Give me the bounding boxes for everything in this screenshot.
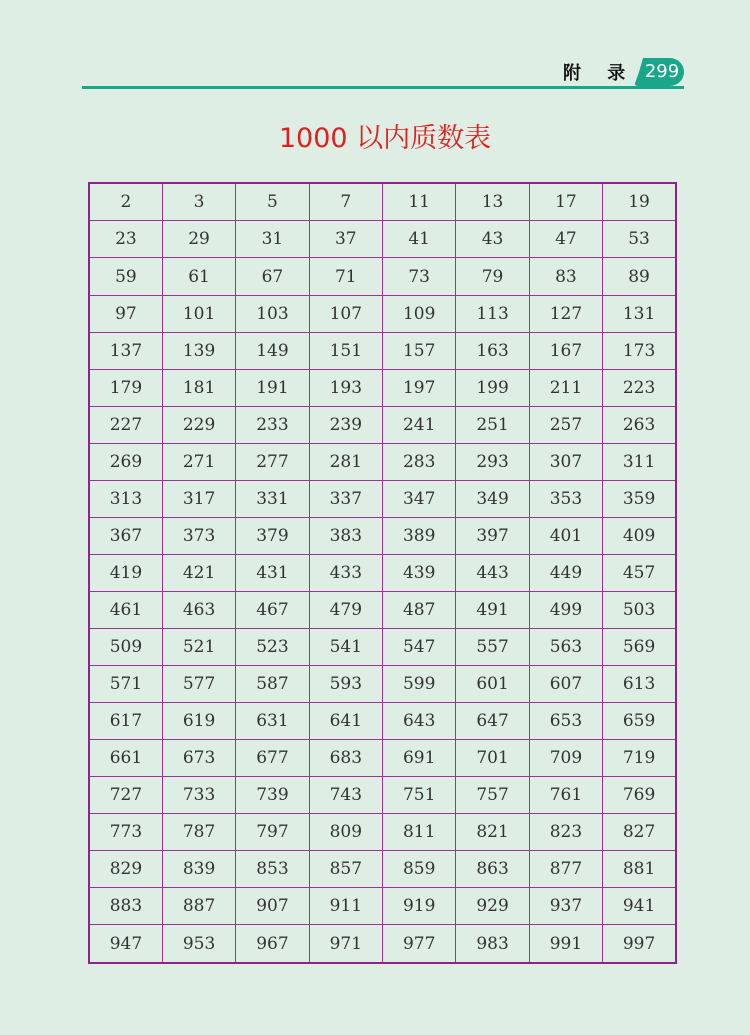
table-cell: 11 [383, 183, 456, 221]
table-cell: 131 [603, 295, 676, 332]
table-cell: 107 [309, 295, 382, 332]
table-cell: 887 [162, 888, 235, 925]
table-cell: 401 [529, 517, 602, 554]
table-row [89, 740, 676, 777]
table-cell: 883 [89, 888, 162, 925]
header-rule [82, 86, 684, 89]
table-cell: 863 [456, 851, 529, 888]
table-cell: 461 [89, 591, 162, 628]
table-cell: 953 [162, 925, 235, 963]
table-cell: 857 [309, 851, 382, 888]
table-cell: 367 [89, 517, 162, 554]
table-cell: 991 [529, 925, 602, 963]
table-cell: 263 [603, 406, 676, 443]
table-cell: 139 [162, 332, 235, 369]
table-cell: 587 [236, 666, 309, 703]
table-cell: 443 [456, 554, 529, 591]
table-cell: 613 [603, 666, 676, 703]
table-cell: 811 [383, 814, 456, 851]
table-cell: 113 [456, 295, 529, 332]
table-cell: 2 [89, 183, 162, 221]
table-cell: 317 [162, 480, 235, 517]
table-cell: 137 [89, 332, 162, 369]
table-cell: 373 [162, 517, 235, 554]
table-cell: 941 [603, 888, 676, 925]
table-cell: 487 [383, 591, 456, 628]
table-cell: 463 [162, 591, 235, 628]
table-cell: 383 [309, 517, 382, 554]
table-cell: 271 [162, 443, 235, 480]
table-cell: 827 [603, 814, 676, 851]
table-cell: 43 [456, 221, 529, 258]
table-cell: 179 [89, 369, 162, 406]
table-cell: 677 [236, 740, 309, 777]
table-cell: 821 [456, 814, 529, 851]
prime-table-body [89, 183, 676, 963]
page-title: 1000 以内质数表 [278, 123, 492, 154]
table-cell: 701 [456, 740, 529, 777]
table-cell: 7 [309, 183, 382, 221]
table-cell: 307 [529, 443, 602, 480]
table-cell: 499 [529, 591, 602, 628]
table-cell: 971 [309, 925, 382, 963]
table-cell: 881 [603, 851, 676, 888]
table-cell: 659 [603, 703, 676, 740]
table-cell: 937 [529, 888, 602, 925]
table-cell: 97 [89, 295, 162, 332]
table-cell: 733 [162, 777, 235, 814]
table-cell: 13 [456, 183, 529, 221]
table-cell: 181 [162, 369, 235, 406]
table-cell: 269 [89, 443, 162, 480]
table-row [89, 703, 676, 740]
table-row [89, 332, 676, 369]
table-cell: 389 [383, 517, 456, 554]
table-cell: 157 [383, 332, 456, 369]
table-cell: 919 [383, 888, 456, 925]
table-row [89, 295, 676, 332]
table-cell: 569 [603, 628, 676, 665]
table-cell: 283 [383, 443, 456, 480]
table-cell: 607 [529, 666, 602, 703]
table-row [89, 666, 676, 703]
table-cell: 173 [603, 332, 676, 369]
table-cell: 673 [162, 740, 235, 777]
table-cell: 199 [456, 369, 529, 406]
table-cell: 61 [162, 258, 235, 295]
table-cell: 967 [236, 925, 309, 963]
table-row [89, 591, 676, 628]
table-cell: 331 [236, 480, 309, 517]
table-cell: 257 [529, 406, 602, 443]
table-cell: 37 [309, 221, 382, 258]
table-row [89, 221, 676, 258]
table-cell: 79 [456, 258, 529, 295]
table-cell: 773 [89, 814, 162, 851]
table-cell: 29 [162, 221, 235, 258]
table-cell: 251 [456, 406, 529, 443]
table-cell: 647 [456, 703, 529, 740]
section-label: 附 录 [563, 63, 636, 84]
table-cell: 47 [529, 221, 602, 258]
table-cell: 439 [383, 554, 456, 591]
page-number: 299 [644, 61, 680, 82]
table-cell: 751 [383, 777, 456, 814]
table-cell: 53 [603, 221, 676, 258]
table-cell: 419 [89, 554, 162, 591]
table-cell: 73 [383, 258, 456, 295]
table-cell: 313 [89, 480, 162, 517]
table-cell: 379 [236, 517, 309, 554]
table-cell: 617 [89, 703, 162, 740]
table-row [89, 183, 676, 221]
table-cell: 239 [309, 406, 382, 443]
table-cell: 691 [383, 740, 456, 777]
table-cell: 563 [529, 628, 602, 665]
table-cell: 433 [309, 554, 382, 591]
table-cell: 89 [603, 258, 676, 295]
table-cell: 571 [89, 666, 162, 703]
table-cell: 523 [236, 628, 309, 665]
table-cell: 809 [309, 814, 382, 851]
table-cell: 211 [529, 369, 602, 406]
table-cell: 23 [89, 221, 162, 258]
table-cell: 823 [529, 814, 602, 851]
table-cell: 19 [603, 183, 676, 221]
table-cell: 593 [309, 666, 382, 703]
table-cell: 601 [456, 666, 529, 703]
table-cell: 293 [456, 443, 529, 480]
table-cell: 5 [236, 183, 309, 221]
table-cell: 457 [603, 554, 676, 591]
table-cell: 227 [89, 406, 162, 443]
table-cell: 233 [236, 406, 309, 443]
table-cell: 241 [383, 406, 456, 443]
table-cell: 787 [162, 814, 235, 851]
table-cell: 877 [529, 851, 602, 888]
table-cell: 491 [456, 591, 529, 628]
table-cell: 997 [603, 925, 676, 963]
table-cell: 163 [456, 332, 529, 369]
table-cell: 359 [603, 480, 676, 517]
table-cell: 71 [309, 258, 382, 295]
table-cell: 197 [383, 369, 456, 406]
table-cell: 83 [529, 258, 602, 295]
table-cell: 479 [309, 591, 382, 628]
table-row [89, 851, 676, 888]
table-cell: 743 [309, 777, 382, 814]
table-cell: 397 [456, 517, 529, 554]
table-cell: 467 [236, 591, 309, 628]
table-cell: 223 [603, 369, 676, 406]
table-cell: 127 [529, 295, 602, 332]
table-cell: 449 [529, 554, 602, 591]
table-cell: 3 [162, 183, 235, 221]
table-cell: 643 [383, 703, 456, 740]
table-cell: 229 [162, 406, 235, 443]
table-cell: 191 [236, 369, 309, 406]
table-row [89, 406, 676, 443]
table-cell: 409 [603, 517, 676, 554]
table-cell: 907 [236, 888, 309, 925]
table-cell: 167 [529, 332, 602, 369]
table-cell: 727 [89, 777, 162, 814]
table-cell: 829 [89, 851, 162, 888]
table-cell: 619 [162, 703, 235, 740]
table-cell: 739 [236, 777, 309, 814]
table-cell: 853 [236, 851, 309, 888]
table-row [89, 258, 676, 295]
table-row [89, 628, 676, 665]
table-cell: 103 [236, 295, 309, 332]
table-cell: 947 [89, 925, 162, 963]
table-cell: 59 [89, 258, 162, 295]
table-cell: 641 [309, 703, 382, 740]
table-cell: 277 [236, 443, 309, 480]
table-cell: 281 [309, 443, 382, 480]
table-row [89, 369, 676, 406]
table-row [89, 888, 676, 925]
table-row [89, 517, 676, 554]
table-cell: 109 [383, 295, 456, 332]
table-cell: 421 [162, 554, 235, 591]
table-cell: 761 [529, 777, 602, 814]
table-cell: 17 [529, 183, 602, 221]
table-cell: 67 [236, 258, 309, 295]
table-cell: 911 [309, 888, 382, 925]
table-cell: 557 [456, 628, 529, 665]
table-cell: 709 [529, 740, 602, 777]
table-cell: 337 [309, 480, 382, 517]
table-cell: 101 [162, 295, 235, 332]
table-cell: 547 [383, 628, 456, 665]
table-cell: 631 [236, 703, 309, 740]
table-cell: 31 [236, 221, 309, 258]
table-cell: 599 [383, 666, 456, 703]
table-cell: 347 [383, 480, 456, 517]
table-cell: 757 [456, 777, 529, 814]
table-cell: 503 [603, 591, 676, 628]
table-row [89, 814, 676, 851]
table-cell: 661 [89, 740, 162, 777]
table-row [89, 925, 676, 963]
table-cell: 859 [383, 851, 456, 888]
table-cell: 311 [603, 443, 676, 480]
table-cell: 151 [309, 332, 382, 369]
table-cell: 653 [529, 703, 602, 740]
table-cell: 977 [383, 925, 456, 963]
table-row [89, 480, 676, 517]
table-row [89, 554, 676, 591]
table-row [89, 443, 676, 480]
table-row [89, 777, 676, 814]
table-cell: 797 [236, 814, 309, 851]
table-cell: 719 [603, 740, 676, 777]
table-cell: 149 [236, 332, 309, 369]
table-cell: 431 [236, 554, 309, 591]
table-cell: 353 [529, 480, 602, 517]
table-cell: 769 [603, 777, 676, 814]
table-cell: 983 [456, 925, 529, 963]
table-cell: 193 [309, 369, 382, 406]
table-cell: 509 [89, 628, 162, 665]
table-cell: 521 [162, 628, 235, 665]
table-cell: 41 [383, 221, 456, 258]
table-cell: 349 [456, 480, 529, 517]
table-cell: 929 [456, 888, 529, 925]
prime-table [88, 182, 677, 964]
table-cell: 577 [162, 666, 235, 703]
table-cell: 683 [309, 740, 382, 777]
table-cell: 541 [309, 628, 382, 665]
table-cell: 839 [162, 851, 235, 888]
